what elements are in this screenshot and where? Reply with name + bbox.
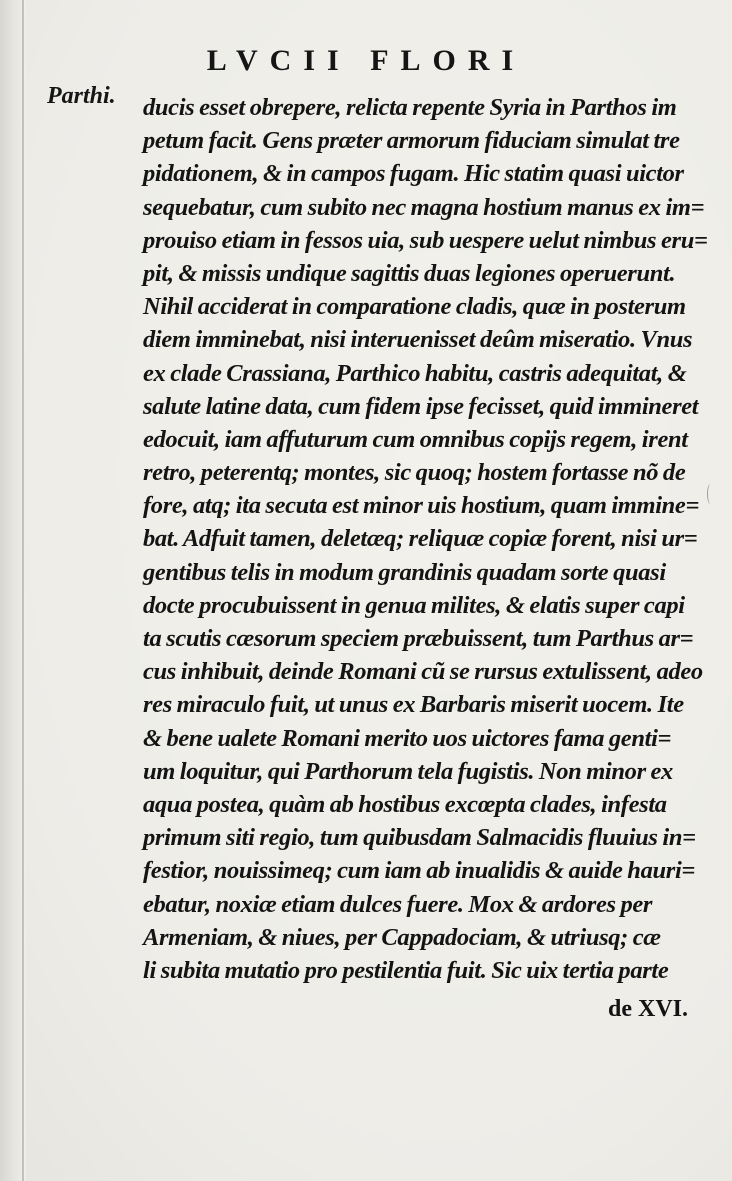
text-line: bat. Adfuit tamen, deletæq; reliquæ copiæ forent, nisi ur= bbox=[143, 525, 698, 553]
text-line: cus inhibuit, deinde Romani cũ se rursus extulissent, adeo bbox=[143, 658, 703, 686]
text-line: primum siti regio, tum quibusdam Salmacidis fluuius in= bbox=[143, 824, 696, 852]
text-line: docte procubuissent in genua milites, & elatis super capi bbox=[143, 591, 685, 619]
catchword: de XVI. bbox=[608, 996, 689, 1022]
text-line: ebatur, noxiæ etiam dulces fuere. Mox & ardores per bbox=[143, 890, 653, 918]
text-line: pidationem, & in campos fugam. Hic statim quasi uictor bbox=[143, 160, 684, 188]
body-text bbox=[143, 91, 708, 987]
ink-mark bbox=[707, 484, 714, 504]
text-line: edocuit, iam affuturum cum omnibus copijs regem, irent bbox=[143, 425, 688, 453]
margin-note: Parthi. bbox=[47, 83, 116, 109]
text-line: fore, atq; ita secuta est minor uis hostium, quam immine= bbox=[143, 492, 700, 520]
text-line: Nihil acciderat in comparatione cladis, quæ in posterum bbox=[143, 293, 686, 321]
text-line: pit, & missis undique sagittis duas legiones operuerunt. bbox=[143, 259, 676, 287]
text-line: petum facit. Gens præter armorum fiduciam simulat tre bbox=[143, 127, 680, 155]
text-line: Armeniam, & niues, per Cappadociam, & utriusq; cæ bbox=[143, 923, 661, 951]
text-line: aqua postea, quàm ab hostibus excœpta clades, infesta bbox=[143, 790, 667, 818]
text-line: sequebatur, cum subito nec magna hostium manus ex im= bbox=[143, 193, 705, 221]
text-line: ta scutis cæsorum speciem præbuissent, tum Parthus ar= bbox=[143, 625, 694, 652]
text-line: um loquitur, qui Parthorum tela fugistis. Non minor ex bbox=[143, 757, 673, 785]
text-line: gentibus telis in modum grandinis quadam sorte quasi bbox=[143, 558, 666, 586]
text-line: li subita mutatio pro pestilentia fuit. Sic uix tertia parte bbox=[143, 956, 669, 984]
running-head: LVCII FLORI bbox=[206, 44, 526, 77]
page-gutter-line bbox=[22, 0, 24, 1181]
text-line: diem imminebat, nisi interuenisset deûm miseratio. Vnus bbox=[143, 326, 693, 354]
text-line: salute latine data, cum fidem ipse fecisset, quid immineret bbox=[143, 392, 699, 420]
text-line: & bene ualete Romani merito uos uictores fama genti= bbox=[143, 724, 672, 752]
text-line: ex clade Crassiana, Parthico habitu, castris adequitat, & bbox=[143, 359, 687, 387]
text-line: ducis esset obrepere, relicta repente Syria in Parthos im bbox=[143, 94, 677, 121]
text-line: retro, peterentq; montes, sic quoq; hostem fortasse nõ de bbox=[143, 459, 686, 487]
text-line: prouiso etiam in fessos uia, sub uespere uelut nimbus eru= bbox=[143, 226, 708, 254]
text-line: res miraculo fuit, ut unus ex Barbaris miserit uocem. Ite bbox=[143, 691, 684, 719]
text-line: festior, nouissimeq; cum iam ab inualidis & auide hauri= bbox=[143, 857, 696, 885]
